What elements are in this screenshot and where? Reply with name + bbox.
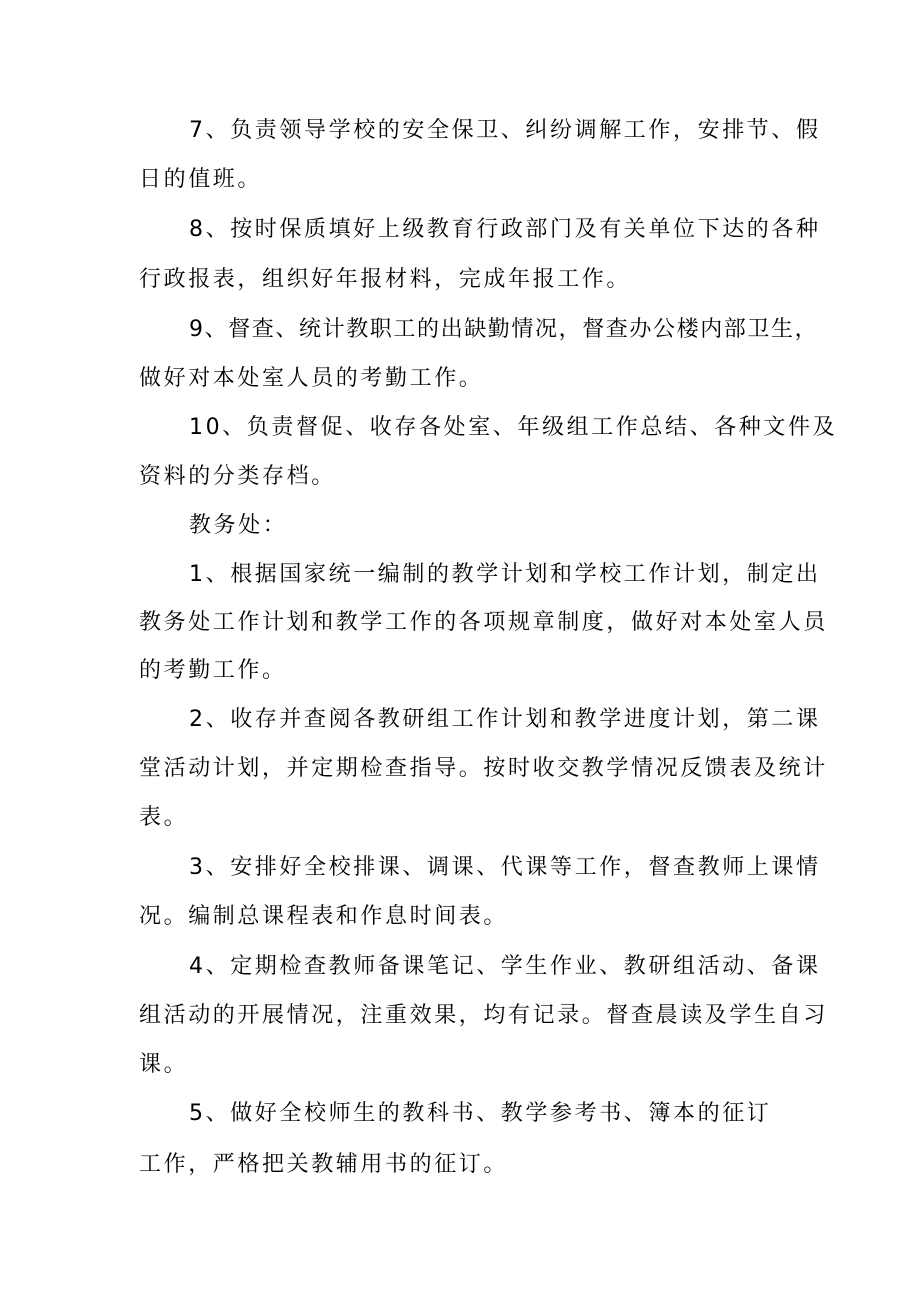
text-line: 9、督查、统计教职工的出缺勤情况，督查办公楼内部卫生， <box>189 317 819 342</box>
text-line: 5、做好全校师生的教科书、教学参考书、簿本的征订 <box>189 1101 772 1126</box>
text-line: 行政报表，组织好年报材料，完成年报工作。 <box>139 267 632 292</box>
text-line: 组活动的开展情况，注重效果，均有记录。督查晨读及学生自习 <box>139 1003 828 1028</box>
text-line: 3、安排好全校排课、调课、代课等工作，督查教师上课情 <box>189 855 821 880</box>
text-line: 8、按时保质填好上级教育行政部门及有关单位下达的各种 <box>189 217 821 242</box>
text-line: 况。编制总课程表和作息时间表。 <box>139 904 509 929</box>
text-line: 的考勤工作。 <box>139 658 287 683</box>
text-line: 10、负责督促、收存各处室、年级组工作总结、各种文件及 <box>189 415 838 440</box>
text-line: 堂活动计划，并定期检查指导。按时收交教学情况反馈表及统计 <box>139 756 828 781</box>
text-line: 日的值班。 <box>139 167 263 192</box>
text-line: 4、定期检查教师备课笔记、学生作业、教研组活动、备课 <box>189 954 821 979</box>
text-line: 教务处工作计划和教学工作的各项规章制度，做好对本处室人员 <box>139 610 828 635</box>
section-heading: 教务处： <box>189 513 288 538</box>
text-line: 7、负责领导学校的安全保卫、纠纷调解工作，安排节、假 <box>189 118 821 143</box>
text-line: 工作，严格把关教辅用书的征订。 <box>139 1152 509 1177</box>
text-line: 做好对本处室人员的考勤工作。 <box>139 366 484 391</box>
text-line: 课。 <box>139 1052 189 1077</box>
text-line: 2、收存并查阅各教研组工作计划和教学进度计划，第二课 <box>189 707 821 732</box>
text-line: 资料的分类存档。 <box>139 464 336 489</box>
text-line: 表。 <box>139 805 189 830</box>
text-line: 1、根据国家统一编制的教学计划和学校工作计划，制定出 <box>189 562 821 587</box>
